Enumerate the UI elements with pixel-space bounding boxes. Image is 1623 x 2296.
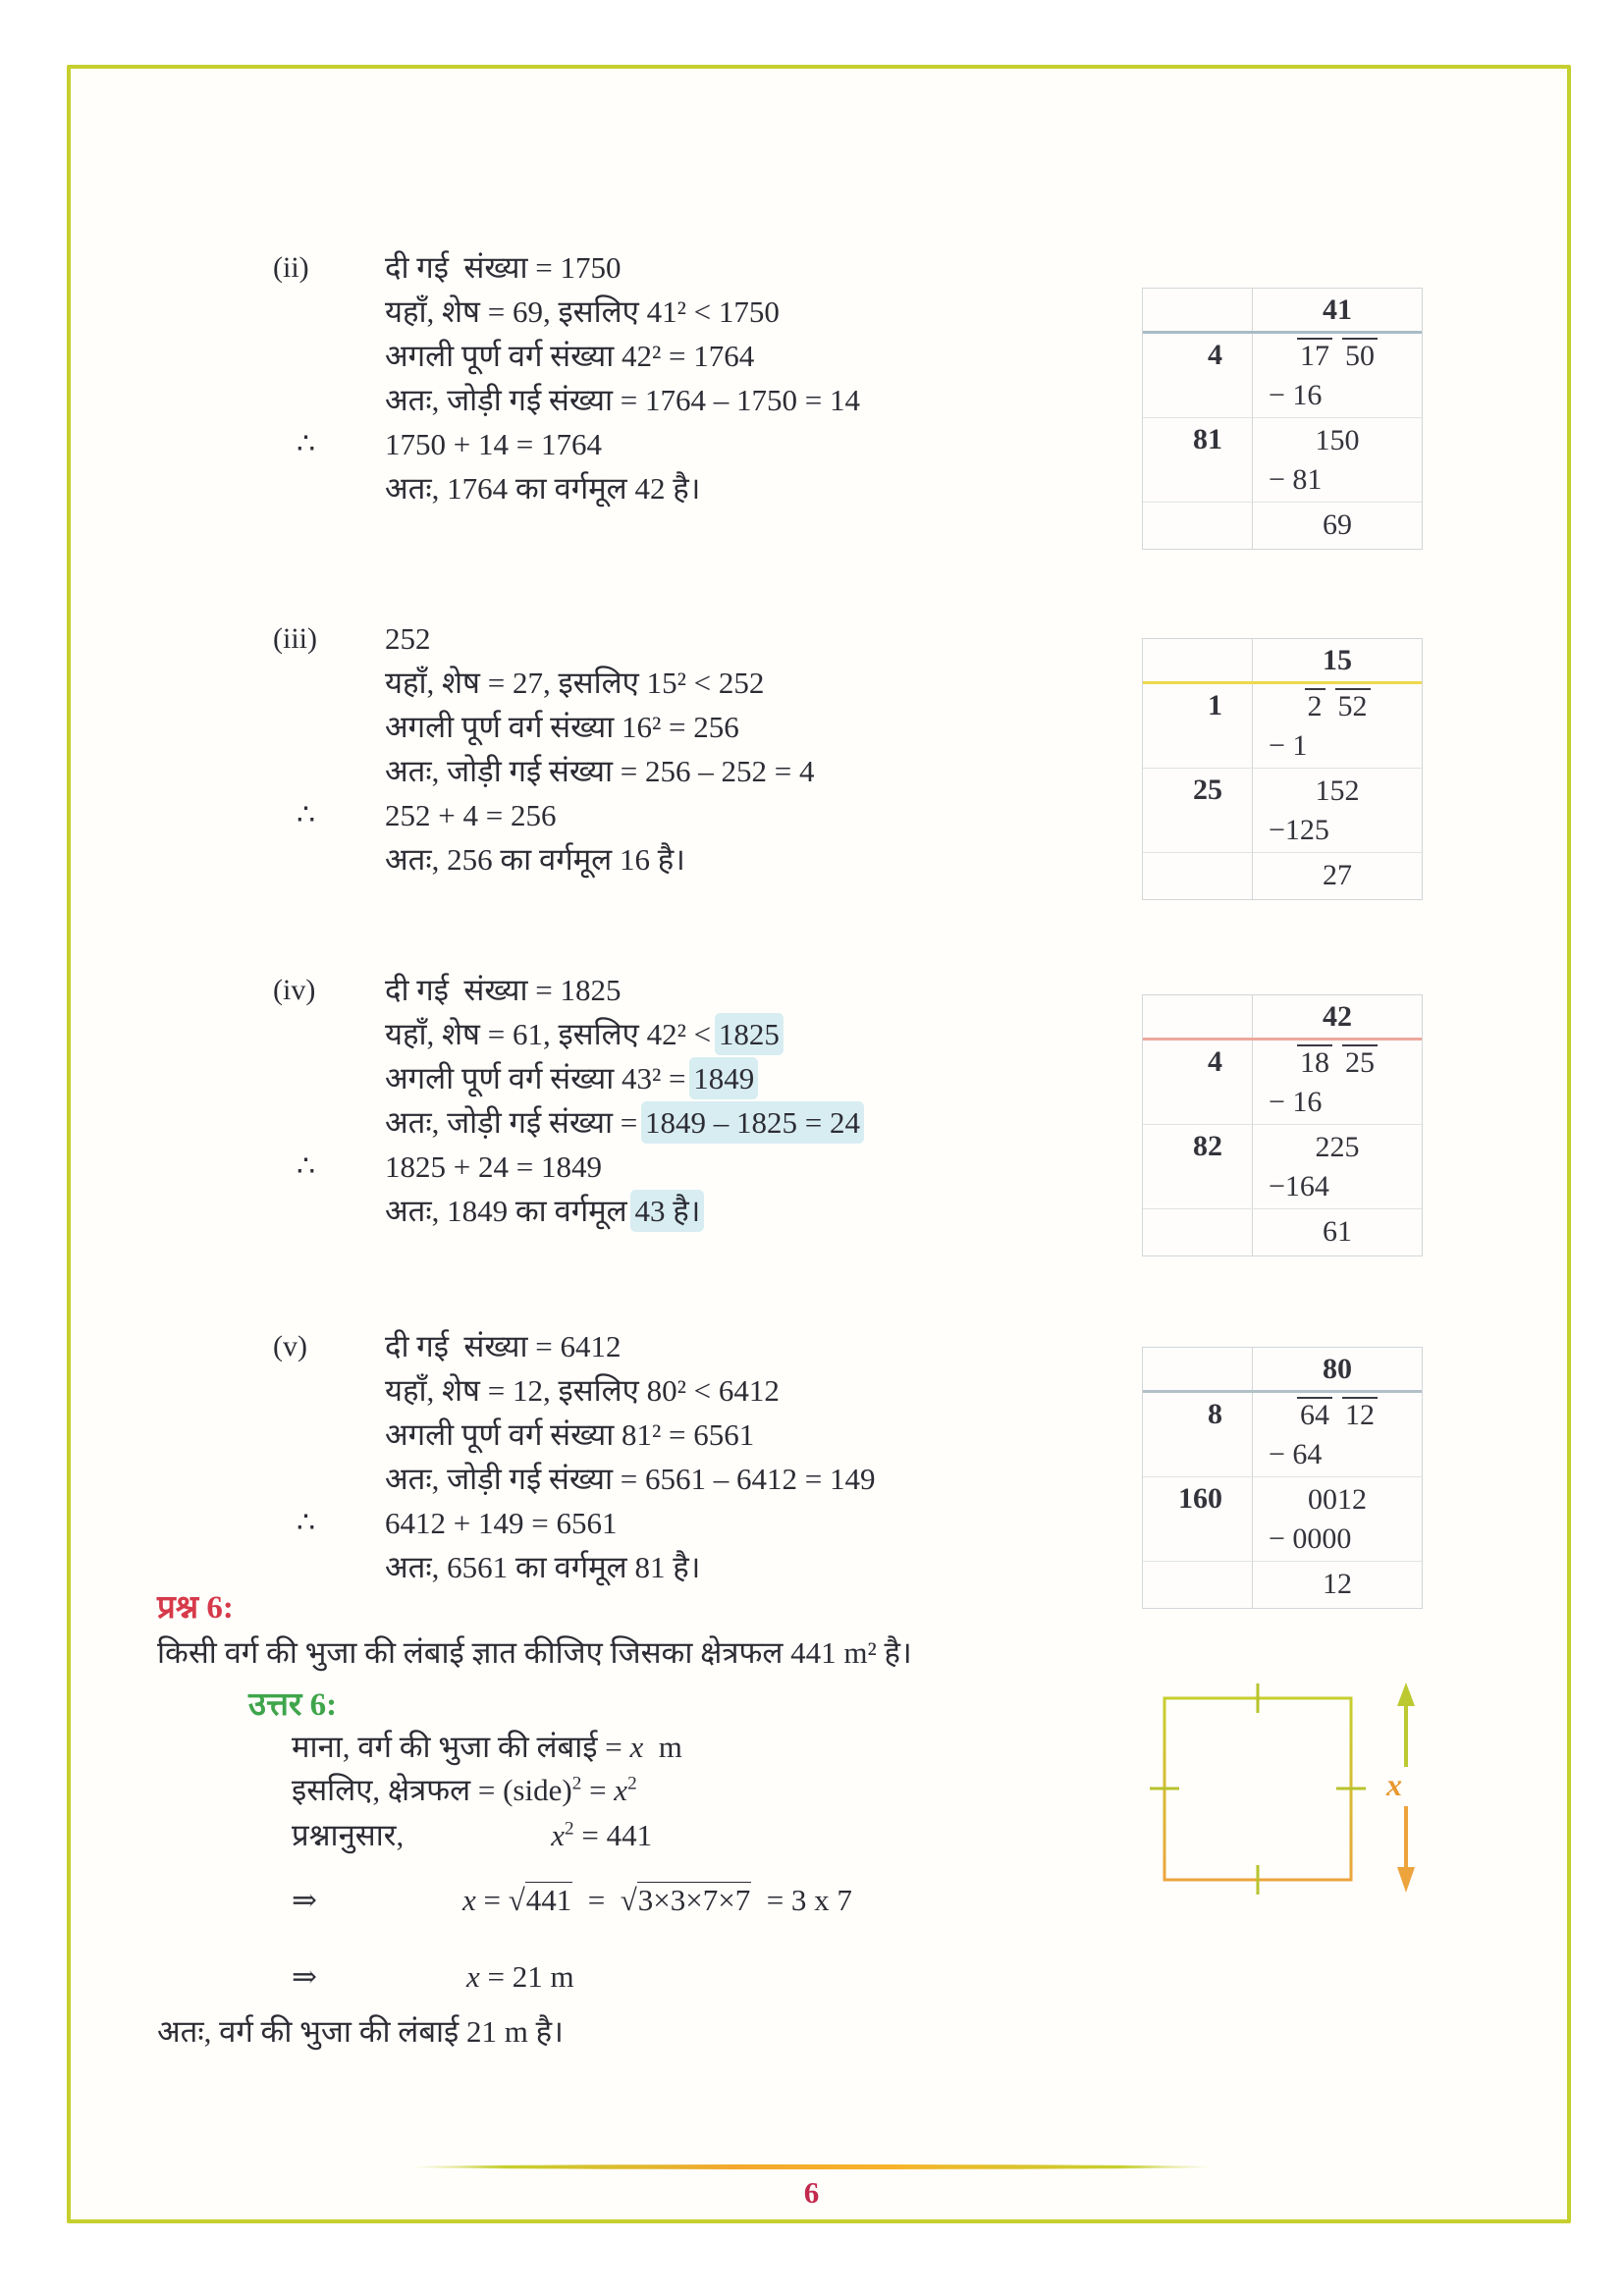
divisor-cell [1143, 1562, 1253, 1608]
text-segment: ⇒ [292, 1883, 317, 1917]
text-segment: 43 है। [634, 1194, 701, 1228]
table-row [1143, 1125, 1422, 1209]
answer-line [292, 1814, 1156, 1857]
table-row [1143, 334, 1422, 418]
line-text [385, 1545, 1137, 1589]
dividend-cell [1253, 1041, 1422, 1124]
solution-line [273, 1324, 1137, 1368]
text-segment: यहाँ, शेष = 69, इसलिए 41² < 1750 [385, 294, 780, 329]
solution-line [273, 793, 1137, 837]
marker-empty [273, 1012, 385, 1056]
answer-line [292, 1955, 1156, 1999]
line-text [385, 968, 1137, 1012]
text-segment: 1750 + 14 = 1764 [385, 427, 602, 461]
subtraction-line: − 1 [1269, 729, 1308, 762]
subtraction-line: − 81 [1269, 463, 1323, 496]
text-segment: √ [508, 1883, 525, 1917]
item-label: (iii) [273, 622, 317, 655]
solution-line [273, 1100, 1137, 1145]
square-root-result: 15 [1323, 644, 1352, 676]
divisor-cell: 4 [1143, 334, 1253, 417]
question-6-heading: प्रश्न 6: [157, 1590, 234, 1626]
marker-empty [273, 290, 385, 334]
solution-line [273, 1545, 1137, 1589]
divisor-cell: 81 [1143, 418, 1253, 502]
digit-pair: 52 [1335, 688, 1371, 722]
answer-line [292, 1879, 1156, 1922]
text-segment: = 441 [573, 1818, 653, 1852]
text-segment: यहाँ, शेष = 27, इसलिए 15² < 252 [385, 666, 765, 700]
marker-empty [273, 1056, 385, 1100]
solution-line [273, 466, 1137, 510]
dividend-line: 225 [1315, 1131, 1360, 1163]
digit-pair: 12 [1342, 1397, 1378, 1431]
digit-pair: 50 [1342, 338, 1378, 372]
digit-pair: 17 [1297, 338, 1332, 372]
text-segment: प्रश्नानुसार, [292, 1818, 405, 1852]
solution-line [273, 1145, 1137, 1189]
text-segment: = [581, 1773, 615, 1807]
dividend-line: 0012 [1308, 1483, 1367, 1516]
text-segment: 2 [627, 1773, 637, 1794]
answer-6-conclusion: अतः, वर्ग की भुजा की लंबाई 21 m है। [157, 2014, 564, 2049]
footer-divider [409, 2164, 1215, 2169]
item-label: (ii) [273, 251, 309, 284]
marker-empty [273, 1189, 385, 1233]
text-segment: दी गई संख्या = 6412 [385, 1329, 622, 1363]
text-segment: = [572, 1883, 621, 1917]
answer-line [292, 1726, 1156, 1769]
table-header [1143, 1348, 1422, 1393]
marker-empty [273, 1457, 385, 1501]
marker-empty [273, 1545, 385, 1589]
marker-empty [273, 1413, 385, 1457]
divisor-cell: 1 [1143, 684, 1253, 768]
dividend-line [1253, 686, 1422, 727]
text-segment: दी गई संख्या = 1825 [385, 973, 622, 1007]
line-text [385, 422, 1137, 466]
subtraction-line: −164 [1269, 1170, 1329, 1202]
text-segment: दी गई संख्या = 1750 [385, 250, 622, 285]
text-segment: 6412 + 149 = 6561 [385, 1506, 618, 1540]
divisor-cell: 4 [1143, 1041, 1253, 1124]
square-figure [1129, 1661, 1453, 1926]
table-row [1143, 418, 1422, 503]
divisor-cell: 160 [1143, 1477, 1253, 1561]
table-header [1143, 995, 1422, 1041]
table-row [1143, 1562, 1422, 1608]
dividend-line: 61 [1323, 1215, 1352, 1248]
text-segment: 2 [564, 1818, 574, 1840]
line-text [385, 793, 1137, 837]
dividend-line: 152 [1315, 774, 1360, 807]
marker-empty [273, 661, 385, 705]
text-segment: 441 [525, 1883, 572, 1917]
header-empty-cell [1143, 289, 1253, 331]
subtraction-line: − 16 [1269, 379, 1323, 411]
header-empty-cell [1143, 1348, 1253, 1390]
text-segment: x [461, 1883, 476, 1917]
text-segment: 3×3×7×7 [637, 1883, 751, 1917]
solution-line [273, 1501, 1137, 1545]
division-table-v [1142, 1347, 1423, 1609]
text-segment: माना, वर्ग की भुजा की लंबाई = [292, 1730, 630, 1764]
solution-line [273, 616, 1137, 661]
marker-empty [273, 837, 385, 881]
line-text [385, 1189, 1137, 1233]
dividend-line: 27 [1323, 859, 1352, 891]
line-text [385, 1012, 1137, 1056]
solution-line [273, 1413, 1137, 1457]
text-segment: अगली पूर्ण वर्ग संख्या 43² = [385, 1061, 694, 1095]
table-header [1143, 639, 1422, 684]
solution-line [273, 422, 1137, 466]
divisor-cell: 82 [1143, 1125, 1253, 1208]
solution-item-iii [273, 616, 1137, 881]
dividend-cell [1253, 853, 1422, 899]
solution-line [273, 661, 1137, 705]
text-segment: यहाँ, शेष = 61, इसलिए 42² < [385, 1017, 719, 1051]
solution-line [273, 705, 1137, 749]
text-segment: = 21 m [479, 1959, 574, 1994]
spacer [404, 1844, 551, 1845]
dividend-line: 150 [1315, 424, 1360, 456]
divisor-cell [1143, 503, 1253, 549]
digit-pair: 25 [1342, 1044, 1378, 1079]
solution-line [273, 837, 1137, 881]
therefore-symbol: ∴ [297, 799, 316, 831]
solution-line [273, 1457, 1137, 1501]
line-text [385, 1056, 1137, 1100]
dividend-cell [1253, 1125, 1422, 1208]
dividend-line: 69 [1323, 508, 1352, 541]
marker-empty [273, 705, 385, 749]
text-segment: अतः, जोड़ी गई संख्या = 6561 – 6412 = 149 [385, 1462, 876, 1496]
text-segment: यहाँ, शेष = 12, इसलिए 80² < 6412 [385, 1373, 780, 1408]
text-segment: √ [620, 1883, 637, 1917]
text-segment: = [475, 1883, 509, 1917]
text-segment: = 3 x 7 [751, 1883, 852, 1917]
text-segment: अगली पूर्ण वर्ग संख्या 16² = 256 [385, 710, 739, 744]
line-text [385, 466, 1137, 510]
page-number: 6 [803, 2175, 820, 2210]
text-segment: m [643, 1730, 682, 1764]
line-text [385, 837, 1137, 881]
marker-empty [273, 1100, 385, 1145]
answer-6-heading: उत्तर 6: [248, 1687, 338, 1723]
solution-item-v [273, 1324, 1137, 1589]
table-row [1143, 684, 1422, 769]
digit-pair: 18 [1297, 1044, 1332, 1079]
subtraction-line: − 64 [1269, 1438, 1323, 1470]
dividend-line: 12 [1323, 1568, 1352, 1600]
question-6-text: किसी वर्ग की भुजा की लंबाई ज्ञात कीजिए जिसका क्षेत्रफल 441 m² है। [157, 1635, 912, 1670]
solution-item-ii [273, 245, 1137, 510]
text-segment: 2 [571, 1773, 582, 1794]
line-text [385, 1501, 1137, 1545]
text-segment: 252 [385, 621, 431, 656]
item-label: (v) [273, 1330, 307, 1362]
solution-line [273, 245, 1137, 290]
text-segment: अतः, 256 का वर्गमूल 16 है। [385, 842, 685, 877]
text-segment: x [614, 1773, 628, 1807]
line-text [385, 1324, 1137, 1368]
digit-pair: 2 [1305, 688, 1325, 722]
table-row [1143, 1041, 1422, 1125]
line-text [385, 616, 1137, 661]
text-segment: 1825 + 24 = 1849 [385, 1149, 602, 1184]
table-row [1143, 503, 1422, 549]
line-text [385, 1413, 1137, 1457]
table-header [1143, 289, 1422, 334]
dividend-cell [1253, 684, 1422, 768]
therefore-symbol: ∴ [297, 1507, 316, 1539]
text-segment: अतः, 1849 का वर्गमूल [385, 1194, 635, 1228]
answer-line [292, 1769, 1156, 1812]
line-text [385, 245, 1137, 290]
header-empty-cell [1143, 639, 1253, 681]
dividend-line [1253, 1042, 1422, 1084]
division-table-iv [1142, 994, 1423, 1256]
table-row [1143, 1477, 1422, 1562]
text-segment: अतः, जोड़ी गई संख्या = 1764 – 1750 = 14 [385, 383, 861, 417]
item-label: (iv) [273, 974, 316, 1006]
line-text [385, 1457, 1137, 1501]
dividend-cell [1253, 503, 1422, 549]
divisor-cell: 8 [1143, 1393, 1253, 1476]
dividend-cell [1253, 1393, 1422, 1476]
line-text [385, 290, 1137, 334]
marker-empty [273, 378, 385, 422]
text-segment: अगली पूर्ण वर्ग संख्या 81² = 6561 [385, 1417, 755, 1452]
dividend-cell [1253, 418, 1422, 502]
solution-line [273, 378, 1137, 422]
subtraction-line: −125 [1269, 814, 1329, 846]
line-text [385, 1368, 1137, 1413]
table-row [1143, 1393, 1422, 1477]
square-outline [1164, 1698, 1351, 1880]
line-text [385, 749, 1137, 793]
divisor-cell [1143, 853, 1253, 899]
text-segment: अतः, जोड़ी गई संख्या = [385, 1105, 646, 1140]
dividend-cell [1253, 1477, 1422, 1561]
divisor-cell: 25 [1143, 769, 1253, 852]
spacer [317, 1909, 462, 1910]
dividend-cell [1253, 1562, 1422, 1608]
text-segment: 1849 [693, 1061, 755, 1095]
table-row [1143, 769, 1422, 853]
line-text [385, 661, 1137, 705]
square-root-result: 80 [1323, 1353, 1352, 1385]
text-segment: ⇒ [292, 1959, 317, 1994]
answer-6-work [292, 1726, 1156, 1999]
text-segment: 1825 [718, 1017, 780, 1051]
table-row [1143, 853, 1422, 899]
therefore-symbol: ∴ [297, 1150, 316, 1183]
text-segment: अगली पूर्ण वर्ग संख्या 42² = 1764 [385, 339, 755, 373]
text-segment: अतः, 6561 का वर्गमूल 81 है। [385, 1550, 701, 1584]
subtraction-line: − 0000 [1269, 1522, 1352, 1555]
table-row [1143, 1209, 1422, 1255]
subtraction-line: − 16 [1269, 1086, 1323, 1118]
text-segment: x [465, 1959, 480, 1994]
text-segment: 1849 – 1825 = 24 [645, 1105, 861, 1140]
solution-line [273, 968, 1137, 1012]
text-segment: अतः, जोड़ी गई संख्या = 256 – 252 = 4 [385, 754, 815, 788]
dividend-line [1253, 1395, 1422, 1436]
text-segment: 252 + 4 = 256 [385, 798, 557, 832]
text-segment: इसलिए, क्षेत्रफल = (side) [292, 1773, 572, 1807]
solution-line [273, 1189, 1137, 1233]
solution-item-iv [273, 968, 1137, 1233]
square-root-result: 42 [1323, 1000, 1352, 1033]
solution-line [273, 1368, 1137, 1413]
solution-line [273, 1056, 1137, 1100]
marker-empty [273, 1368, 385, 1413]
dividend-line [1253, 336, 1422, 377]
text-segment: अतः, 1764 का वर्गमूल 42 है। [385, 471, 701, 506]
therefore-symbol: ∴ [297, 428, 316, 460]
dividend-cell [1253, 1209, 1422, 1255]
solution-line [273, 1012, 1137, 1056]
division-table-ii [1142, 288, 1423, 550]
line-text [385, 1100, 1137, 1145]
spacer [317, 1986, 466, 1987]
line-text [385, 1145, 1137, 1189]
text-segment: x [629, 1730, 644, 1764]
division-table-iii [1142, 638, 1423, 900]
marker-empty [273, 334, 385, 378]
marker-empty [273, 749, 385, 793]
solution-line [273, 290, 1137, 334]
square-root-result: 41 [1323, 294, 1352, 326]
solution-line [273, 749, 1137, 793]
figure-side-label: x [1386, 1767, 1402, 1802]
header-empty-cell [1143, 995, 1253, 1038]
line-text [385, 378, 1137, 422]
line-text [385, 705, 1137, 749]
text-segment: x [551, 1818, 565, 1852]
solution-line [273, 334, 1137, 378]
dividend-cell [1253, 769, 1422, 852]
line-text [385, 334, 1137, 378]
divisor-cell [1143, 1209, 1253, 1255]
dividend-cell [1253, 334, 1422, 417]
marker-empty [273, 466, 385, 510]
digit-pair: 64 [1297, 1397, 1332, 1431]
